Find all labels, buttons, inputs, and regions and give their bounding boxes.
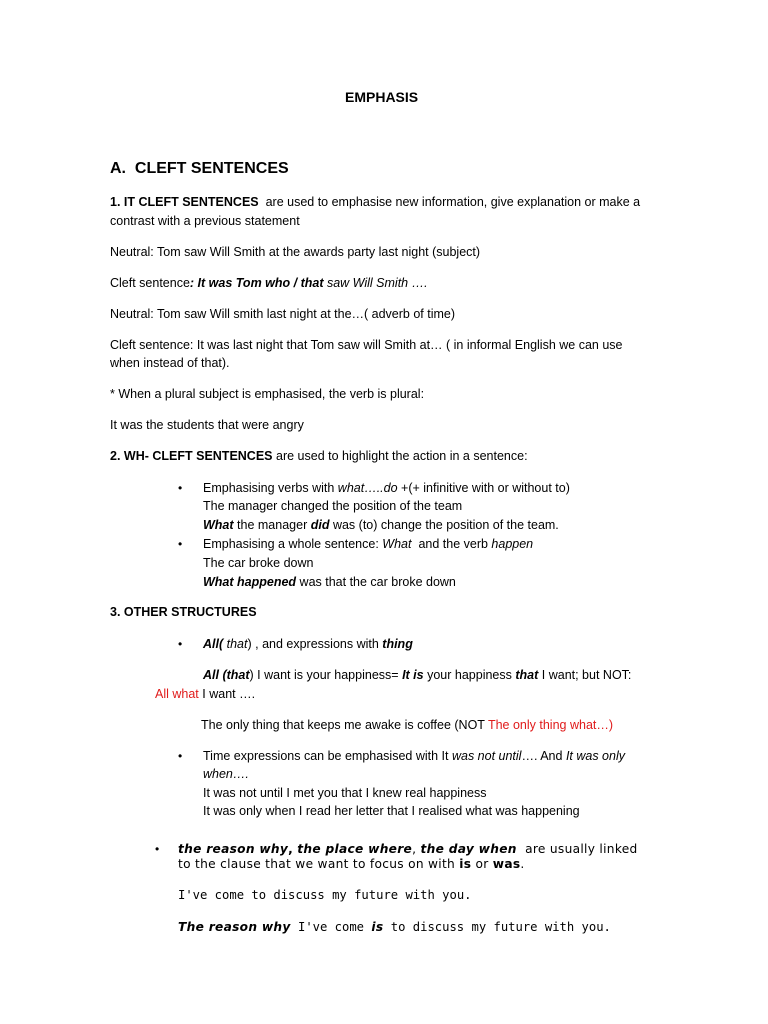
- bullet-icon: •: [178, 637, 183, 651]
- example-mid: I've come: [297, 920, 365, 934]
- wh-bullet-2-example-2: [203, 573, 456, 591]
- bullet-icon: •: [178, 749, 183, 763]
- other-bullet-1: [203, 635, 413, 653]
- page-title: EMPHASIS: [345, 89, 419, 105]
- other-structures-heading: 3. OTHER STRUCTURES: [110, 605, 257, 619]
- emph-all: All(: [203, 637, 224, 651]
- example-rest: to discuss my future with you.: [390, 920, 611, 934]
- reason-example-1: I've come to discuss my future with you.: [178, 888, 472, 902]
- bullet-label: Emphasising verbs with: [203, 481, 335, 495]
- emph-it-is: It is: [402, 668, 424, 682]
- example-rest: was (to) change the position of the team.: [332, 518, 559, 532]
- wh-bullet-2-example-1: The car broke down: [203, 556, 314, 570]
- italic-not-until: was not until: [451, 749, 522, 763]
- comma: ,: [412, 842, 417, 856]
- reason-example-2: [178, 918, 611, 936]
- section-a-heading: [110, 160, 289, 178]
- plural-note: * When a plural subject is emphasised, the verb is plural:: [110, 387, 425, 401]
- bullet-icon: •: [178, 481, 183, 495]
- bullet-mid: …. And: [521, 749, 563, 763]
- wh-bullet-1-example-2: [203, 516, 559, 534]
- comma: ,: [288, 842, 294, 856]
- example-cleft-2-line2: when instead of that).: [110, 356, 230, 370]
- section-letter: A.: [110, 160, 126, 177]
- section-title: CLEFT SENTENCES: [134, 160, 289, 177]
- emph-is: is: [371, 920, 384, 934]
- it-cleft-heading: 1. IT CLEFT SENTENCES: [110, 195, 259, 209]
- example-neutral-1: Neutral: Tom saw Will Smith at the awards party last night (subject): [110, 245, 481, 259]
- bullet-mid: and the verb: [418, 537, 488, 551]
- wh-bullet-1: [203, 479, 570, 497]
- cleft-rest: saw Will Smith ….: [326, 276, 428, 290]
- other-example-1-line1: [203, 666, 631, 684]
- bullet-text: to the clause that we want to focus on with: [178, 857, 456, 871]
- emph-reason-why: The reason why: [178, 920, 291, 934]
- cleft-label: Cleft sentence: [110, 276, 190, 290]
- example-neutral-2: Neutral: Tom saw Will smith last night at the…( adverb of time): [110, 307, 456, 321]
- emph-place-where: the place where: [297, 842, 413, 856]
- example-rest: I want ….: [202, 687, 256, 701]
- example-cleft-1: [110, 274, 428, 292]
- example-end: I want; but NOT:: [541, 668, 632, 682]
- it-cleft-desc-line1: [110, 193, 640, 211]
- emph-reason-why: the reason why: [178, 842, 289, 856]
- emph-day-when: the day when: [420, 842, 517, 856]
- italic-it-was-only: It was only: [565, 749, 625, 763]
- emph-thing: thing: [382, 637, 413, 651]
- cleft-emphasis: : It was Tom who / that: [189, 276, 324, 290]
- incorrect-only-thing-what: The only thing what…): [487, 718, 614, 732]
- bullet-rest: ) , and expressions with: [247, 637, 379, 651]
- example-mid: ) I want is your happiness=: [249, 668, 399, 682]
- other-example-2: [201, 716, 613, 734]
- other-example-1-line2: [155, 685, 255, 703]
- bullet-icon: •: [178, 537, 183, 551]
- other-bullet-2-line1: [203, 747, 625, 765]
- wh-cleft-desc: [110, 447, 528, 465]
- emph-was: was: [492, 857, 521, 871]
- wh-bullet-2: [203, 535, 533, 553]
- emph-what: What: [203, 518, 234, 532]
- wh-bullet-1-example-1: The manager changed the position of the team: [203, 499, 463, 513]
- bullet-rest: are usually linked: [525, 842, 638, 856]
- bullet-icon: •: [155, 842, 160, 856]
- other-bullet-2-example-2: It was only when I read her letter that I realised what was happening: [203, 804, 580, 818]
- bullet-italic: What: [382, 537, 412, 551]
- example-text: The only thing that keeps me awake is coffee (NOT: [201, 718, 485, 732]
- bullet-italic-2: happen: [491, 537, 534, 551]
- emph-that: that: [515, 668, 539, 682]
- other-bullet-2-example-1: It was not until I met you that I knew real happiness: [203, 786, 487, 800]
- example-mid-2: your happiness: [427, 668, 512, 682]
- emph-did: did: [310, 518, 330, 532]
- example-mid: the manager: [237, 518, 308, 532]
- bullet-text: Time expressions can be emphasised with It: [203, 749, 449, 763]
- plural-example: It was the students that were angry: [110, 418, 304, 432]
- wh-cleft-heading: 2. WH- CLEFT SENTENCES: [110, 449, 273, 463]
- wh-cleft-text: are used to highlight the action in a sentence:: [276, 449, 528, 463]
- bullet-italic: what…..do: [337, 481, 398, 495]
- italic-that: that: [226, 637, 248, 651]
- word-or: or: [475, 857, 489, 871]
- other-bullet-2-line2: when….: [203, 767, 249, 781]
- bullet-rest: +(+ infinitive with or without to): [401, 481, 570, 495]
- example-rest: was that the car broke down: [299, 575, 456, 589]
- it-cleft-desc-line2: contrast with a previous statement: [110, 214, 300, 228]
- example-cleft-2-line1: Cleft sentence: It was last night that Tom saw will Smith at… ( in informal English we can use: [110, 338, 623, 352]
- period: .: [520, 857, 525, 871]
- emph-all-that: All (that: [203, 668, 250, 682]
- reason-bullet-line2: [178, 855, 525, 873]
- emph-what-happened: What happened: [203, 575, 297, 589]
- emph-is: is: [459, 857, 472, 871]
- incorrect-all-what: All what: [155, 687, 199, 701]
- it-cleft-desc: are used to emphasise new information, give explanation or make a: [265, 195, 641, 209]
- bullet-label: Emphasising a whole sentence:: [203, 537, 379, 551]
